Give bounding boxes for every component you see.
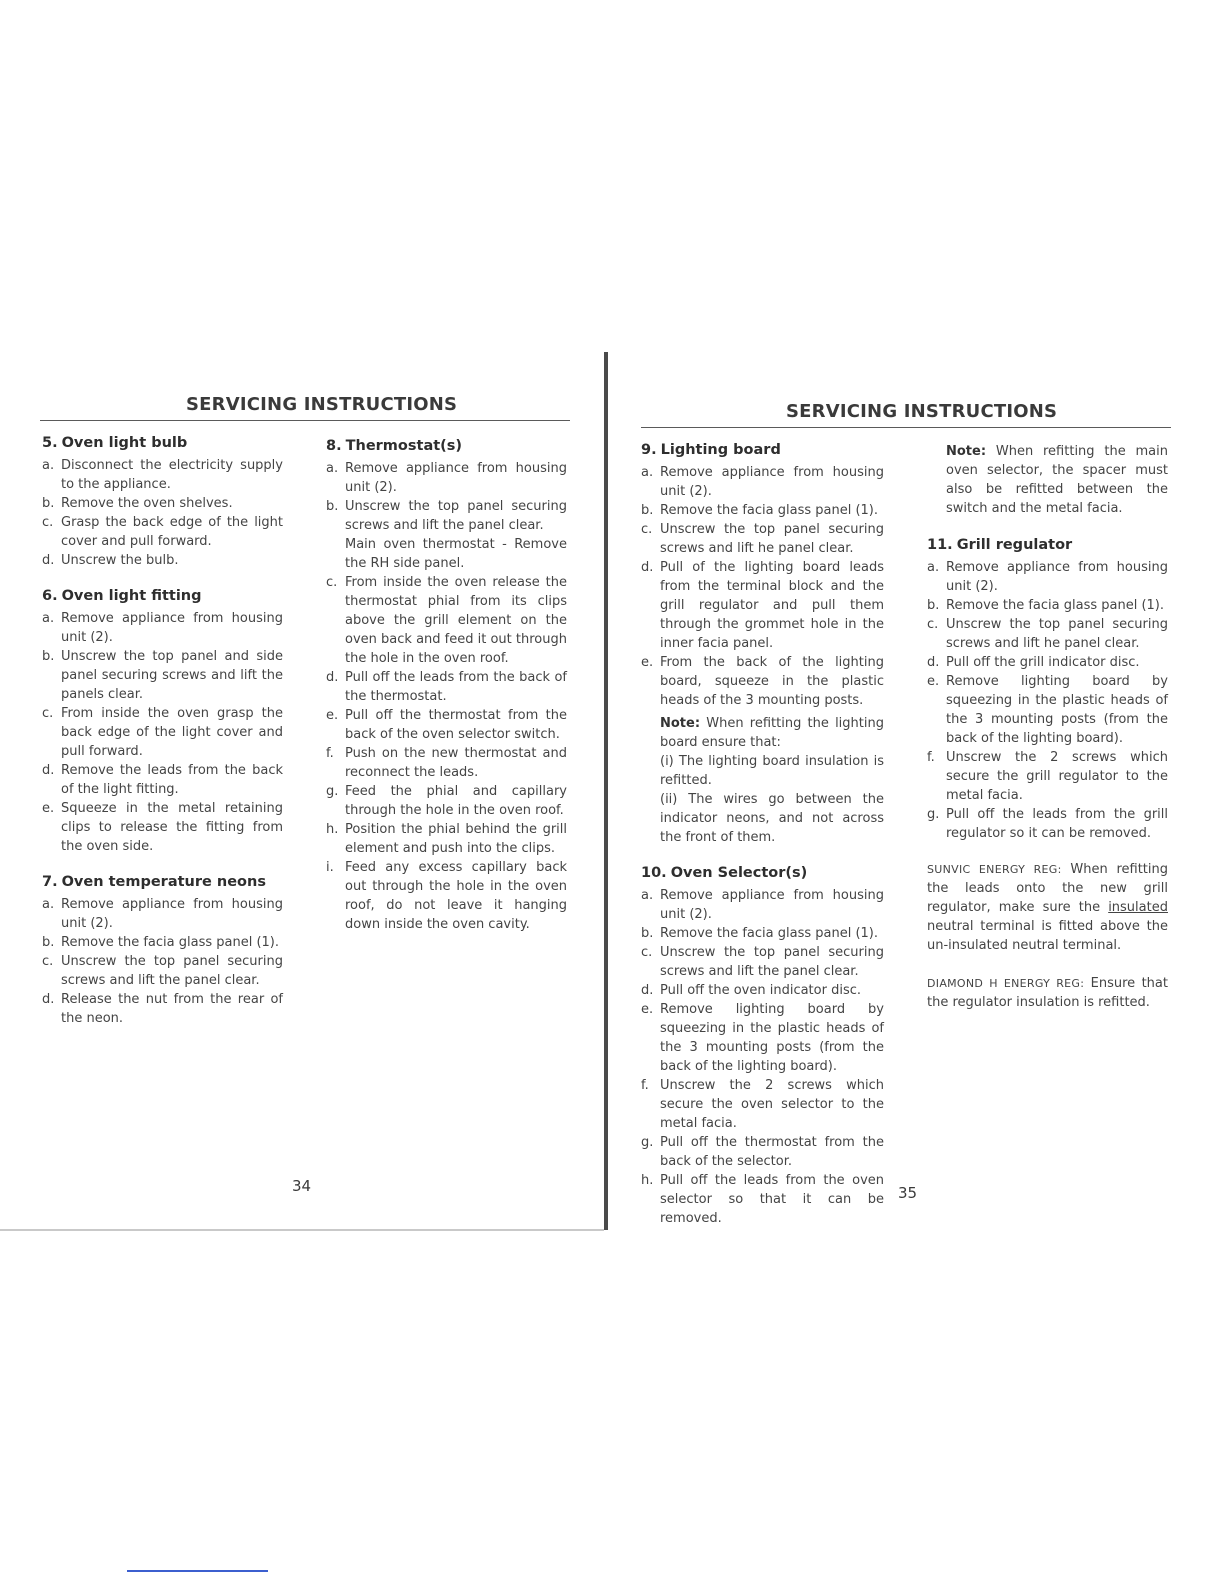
- instruction-step: [641, 520, 884, 558]
- instruction-step: [326, 459, 567, 497]
- step-letter: h.: [641, 1173, 654, 1188]
- step-letter: e.: [641, 655, 654, 670]
- step-text: From inside the oven release the thermostat phial from its clips above the grill element on the oven back and feed it out through the hole in the oven roof.: [345, 575, 567, 666]
- instruction-section: [641, 441, 884, 847]
- instruction-step: [641, 943, 884, 981]
- instruction-step: [42, 799, 283, 856]
- instruction-step: [927, 748, 1168, 805]
- section-title-text: Grill regulator: [956, 537, 1073, 553]
- step-letter: d.: [641, 560, 654, 575]
- step-text: Release the nut from the rear of the neon.: [61, 992, 283, 1026]
- step-text: Remove lighting board by squeezing in the plastic heads of the 3 mounting posts (from the back of the lighting board).: [946, 674, 1168, 746]
- step-letter: b.: [927, 598, 940, 613]
- step-text: Pull off the thermostat from the back of the selector.: [660, 1135, 884, 1169]
- sunvic-note: [927, 860, 1168, 955]
- section-number: 8.: [326, 438, 342, 454]
- step-text: Remove appliance from housing unit (2).: [345, 461, 567, 495]
- note-label: Note:: [660, 716, 701, 731]
- note-label: Note:: [946, 444, 987, 459]
- instruction-step: [42, 647, 283, 704]
- step-text: From inside the oven grasp the back edge of the light cover and pull forward.: [61, 706, 283, 759]
- instruction-step: [326, 820, 567, 858]
- instruction-step: [42, 494, 283, 513]
- section-title: [641, 864, 884, 883]
- diamond-label: DIAMOND H ENERGY REG:: [927, 977, 1085, 990]
- instruction-step: [641, 558, 884, 653]
- right-column-2: [927, 442, 1168, 1031]
- instruction-section: [641, 864, 884, 1228]
- step-text: Remove appliance from housing unit (2).: [660, 465, 884, 499]
- step-text: Unscrew the top panel securing screws and lift the panel clear.: [61, 954, 283, 988]
- sunvic-underlined-word: insulated: [1108, 900, 1168, 915]
- step-text: Unscrew the top panel and side panel securing screws and lift the panels clear.: [61, 649, 283, 702]
- step-letter: e.: [326, 708, 339, 723]
- step-letter: b.: [42, 935, 55, 950]
- step-text: Unscrew the top panel securing screws and lift the panel clear.: [660, 945, 884, 979]
- step-letter: c.: [326, 575, 338, 590]
- note-line: (ii) The wires go between the indicator neons, and not across the front of them.: [660, 792, 884, 845]
- step-letter: b.: [641, 926, 654, 941]
- left-column-1: [42, 434, 283, 1045]
- section-number: 11.: [927, 537, 953, 553]
- step-letter: d.: [927, 655, 940, 670]
- instruction-step: [641, 463, 884, 501]
- instruction-step: [326, 535, 567, 573]
- instruction-section: [42, 873, 283, 1028]
- instruction-step: [641, 1133, 884, 1171]
- section-note: [641, 714, 884, 752]
- step-letter: h.: [326, 822, 339, 837]
- step-text: Remove appliance from housing unit (2).: [61, 611, 283, 645]
- section-number: 5.: [42, 435, 58, 451]
- selector-refit-note: [927, 442, 1168, 518]
- step-text: Unscrew the top panel securing screws and lift the panel clear.: [345, 499, 567, 533]
- note-text: When refitting the main oven selector, the spacer must also be refitted between the switch and the metal facia.: [946, 444, 1168, 516]
- instruction-step: [42, 609, 283, 647]
- section-title-text: Oven light fitting: [61, 588, 202, 604]
- instruction-step: [641, 1076, 884, 1133]
- step-letter: c.: [42, 954, 54, 969]
- sunvic-text-before: When refitting the leads onto the new grill regulator, make sure the: [927, 862, 1168, 915]
- page-bottom-edge: [0, 1229, 604, 1231]
- right-page-heading: SERVICING INSTRUCTIONS: [786, 401, 1058, 422]
- section-title-text: Oven Selector(s): [670, 865, 808, 881]
- step-text: Unscrew the 2 screws which secure the grill regulator to the metal facia.: [946, 750, 1168, 803]
- instruction-step: [326, 858, 567, 934]
- instruction-step: [641, 653, 884, 710]
- step-letter: c.: [42, 515, 54, 530]
- instruction-step: [42, 456, 283, 494]
- section-title: [42, 587, 283, 606]
- step-text: Pull off the thermostat from the back of the oven selector switch.: [345, 708, 567, 742]
- step-text: Remove lighting board by squeezing in the plastic heads of the 3 mounting posts (from the back of the lighting board).: [660, 1002, 884, 1074]
- section-title: [42, 873, 283, 892]
- section-title: [326, 437, 567, 456]
- instruction-step: [927, 653, 1168, 672]
- instruction-step: [927, 596, 1168, 615]
- section-title: [42, 434, 283, 453]
- step-text: Pull off the grill indicator disc.: [946, 655, 1140, 670]
- step-letter: a.: [42, 897, 55, 912]
- step-text: Remove the facia glass panel (1).: [660, 926, 879, 941]
- step-text: Pull off the leads from the oven selector so that it can be removed.: [660, 1173, 884, 1226]
- step-letter: a.: [641, 465, 654, 480]
- section-title-text: Lighting board: [660, 442, 781, 458]
- diamond-note: [927, 974, 1168, 1012]
- step-text: Remove the leads from the back of the light fitting.: [61, 763, 283, 797]
- step-letter: g.: [326, 784, 339, 799]
- step-letter: a.: [927, 560, 940, 575]
- step-letter: a.: [641, 888, 654, 903]
- step-text: Remove appliance from housing unit (2).: [660, 888, 884, 922]
- section-number: 7.: [42, 874, 58, 890]
- step-letter: a.: [326, 461, 339, 476]
- step-letter: d.: [42, 992, 55, 1007]
- instruction-step: [326, 497, 567, 535]
- instruction-step: [641, 501, 884, 520]
- instruction-step: [641, 886, 884, 924]
- step-letter: a.: [42, 611, 55, 626]
- step-text: Pull off the oven indicator disc.: [660, 983, 862, 998]
- section-title-text: Oven temperature neons: [61, 874, 266, 890]
- step-text: Pull off the leads from the back of the thermostat.: [345, 670, 567, 704]
- step-letter: b.: [42, 649, 55, 664]
- right-page: [612, 0, 1224, 1230]
- section-number: 9.: [641, 442, 657, 458]
- step-letter: d.: [42, 553, 55, 568]
- section-title-text: Oven light bulb: [61, 435, 188, 451]
- step-text: Remove the facia glass panel (1).: [61, 935, 280, 950]
- step-text: Grasp the back edge of the light cover and pull forward.: [61, 515, 283, 549]
- step-letter: d.: [42, 763, 55, 778]
- instruction-step: [927, 805, 1168, 843]
- step-text: Feed any excess capillary back out through the hole in the oven roof, do not leave it hanging down inside the oven cavity.: [345, 860, 567, 932]
- instruction-section: [326, 437, 567, 934]
- step-text: From the back of the lighting board, squeeze in the plastic heads of the 3 mounting posts.: [660, 655, 884, 708]
- step-letter: b.: [326, 499, 339, 514]
- step-text: Remove appliance from housing unit (2).: [61, 897, 283, 931]
- step-letter: e.: [641, 1002, 654, 1017]
- instruction-step: [641, 1171, 884, 1228]
- instruction-step: [42, 895, 283, 933]
- section-number: 10.: [641, 865, 667, 881]
- step-text: Remove the oven shelves.: [61, 496, 233, 511]
- link-underline: [127, 1570, 268, 1572]
- step-letter: d.: [641, 983, 654, 998]
- instruction-step: [326, 744, 567, 782]
- step-text: Remove appliance from housing unit (2).: [946, 560, 1168, 594]
- step-text: Main oven thermostat - Remove the RH side panel.: [345, 537, 567, 571]
- step-letter: f.: [326, 746, 334, 761]
- instruction-step: [641, 981, 884, 1000]
- step-letter: c.: [641, 522, 653, 537]
- left-page: [0, 0, 606, 1230]
- instruction-step: [927, 672, 1168, 748]
- instruction-step: [42, 990, 283, 1028]
- left-page-heading: SERVICING INSTRUCTIONS: [186, 394, 458, 415]
- step-text: Unscrew the top panel securing screws and lift he panel clear.: [946, 617, 1168, 651]
- instruction-step: [326, 573, 567, 668]
- instruction-step: [42, 513, 283, 551]
- left-heading-rule: [40, 420, 570, 421]
- step-letter: b.: [42, 496, 55, 511]
- step-text: Unscrew the 2 screws which secure the oven selector to the metal facia.: [660, 1078, 884, 1131]
- instruction-step: [927, 615, 1168, 653]
- section-number: 6.: [42, 588, 58, 604]
- diamond-text: Ensure that the regulator insulation is refitted.: [927, 976, 1168, 1010]
- instruction-step: [927, 558, 1168, 596]
- instruction-step: [42, 704, 283, 761]
- step-letter: c.: [927, 617, 939, 632]
- step-text: Feed the phial and capillary through the hole in the oven roof.: [345, 784, 567, 818]
- step-text: Remove the facia glass panel (1).: [660, 503, 879, 518]
- step-letter: i.: [326, 860, 334, 875]
- instruction-section: [42, 587, 283, 856]
- step-text: Squeeze in the metal retaining clips to release the fitting from the oven side.: [61, 801, 283, 854]
- page-number: 34: [292, 1177, 312, 1195]
- step-letter: b.: [641, 503, 654, 518]
- book-spine: [604, 352, 608, 1230]
- right-heading-rule: [641, 427, 1171, 428]
- step-text: Push on the new thermostat and reconnect the leads.: [345, 746, 567, 780]
- step-text: Position the phial behind the grill element and push into the clips.: [345, 822, 567, 856]
- step-text: Disconnect the electricity supply to the appliance.: [61, 458, 283, 492]
- instruction-step: [326, 668, 567, 706]
- section-title-text: Thermostat(s): [345, 438, 463, 454]
- instruction-step: [42, 952, 283, 990]
- left-column-2: [326, 437, 567, 951]
- step-letter: c.: [641, 945, 653, 960]
- instruction-section: [42, 434, 283, 570]
- step-text: Pull of the lighting board leads from the terminal block and the grill regulator and pull them through the grommet hole in the inner facia panel.: [660, 560, 884, 651]
- section-title: [641, 441, 884, 460]
- note-text: When refitting the lighting board ensure that:: [660, 716, 884, 750]
- step-letter: d.: [326, 670, 339, 685]
- section-grill-regulator: [927, 536, 1168, 843]
- instruction-step: [326, 706, 567, 744]
- step-letter: g.: [641, 1135, 654, 1150]
- step-letter: g.: [927, 807, 940, 822]
- instruction-step: [42, 551, 283, 570]
- step-text: Remove the facia glass panel (1).: [946, 598, 1165, 613]
- note-line: (i) The lighting board insulation is refitted.: [660, 754, 884, 788]
- instruction-step: [641, 924, 884, 943]
- step-letter: e.: [42, 801, 55, 816]
- instruction-step: [42, 933, 283, 952]
- section-title: [927, 536, 1168, 555]
- step-letter: c.: [42, 706, 54, 721]
- right-column-1: [641, 441, 884, 1245]
- instruction-step: [326, 782, 567, 820]
- sunvic-label: SUNVIC ENERGY REG:: [927, 863, 1062, 876]
- step-text: Unscrew the top panel securing screws and lift he panel clear.: [660, 522, 884, 556]
- step-letter: f.: [927, 750, 935, 765]
- step-text: Unscrew the bulb.: [61, 553, 179, 568]
- sunvic-text-after: neutral terminal is fitted above the un-insulated neutral terminal.: [927, 919, 1168, 953]
- step-letter: e.: [927, 674, 940, 689]
- instruction-step: [641, 1000, 884, 1076]
- step-letter: a.: [42, 458, 55, 473]
- instruction-step: [42, 761, 283, 799]
- step-text: Pull off the leads from the grill regulator so it can be removed.: [946, 807, 1168, 841]
- step-letter: f.: [641, 1078, 649, 1093]
- page-number: 35: [898, 1184, 918, 1202]
